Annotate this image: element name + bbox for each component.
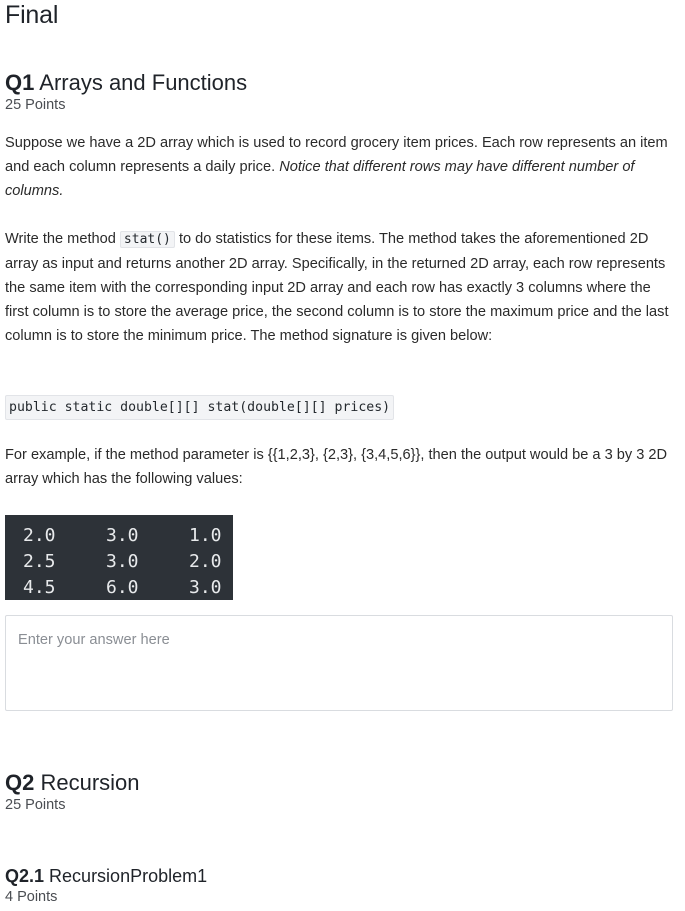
inline-code-method: stat() bbox=[120, 231, 175, 248]
output-cell: 2.0 bbox=[23, 525, 56, 546]
output-cell: 2.0 bbox=[189, 551, 222, 572]
question-description bbox=[5, 131, 677, 203]
output-cell: 3.0 bbox=[106, 525, 139, 546]
output-cell: 4.5 bbox=[23, 577, 56, 598]
output-cell: 6.0 bbox=[106, 577, 139, 598]
question-title: Arrays and Functions bbox=[39, 70, 248, 95]
answer-input-q1[interactable] bbox=[5, 615, 673, 711]
output-cell: 1.0 bbox=[189, 525, 222, 546]
subquestion-heading-q2-1 bbox=[5, 866, 207, 887]
question-number: Q1 bbox=[5, 70, 35, 95]
question-instructions bbox=[5, 227, 677, 348]
example-description: For example, if the method parameter is {{1,2,3}, {2,3}, {3,4,5,6}}, then the output would be a 3 by 3 2D array which has the following values: bbox=[5, 447, 668, 487]
instructions-text-rest: to do statistics for these items. The method takes the aforementioned 2D array as input and returns another 2D array. Specifically, in the returned 2D array, each row represents the same item with the corresponding input 2D array and each row has exactly 3 columns where the first column is to store the average price, the second column is to store the maximum price and the last column is to store the minimum price. The method signature is given below: bbox=[5, 231, 669, 344]
subquestion-number: Q2.1 bbox=[5, 866, 45, 886]
output-cell: 3.0 bbox=[106, 551, 139, 572]
question-points: 25 Points bbox=[5, 97, 66, 113]
description-text: Suppose we have a 2D array which is used to record grocery item prices. Each row represents an item and each column represents a daily price. bbox=[5, 135, 668, 175]
page-title: Final bbox=[5, 1, 59, 29]
question-heading-q2 bbox=[5, 770, 140, 796]
method-signature-code: public static double[][] stat(double[][] prices) bbox=[5, 395, 394, 420]
question-number: Q2 bbox=[5, 770, 35, 795]
example-output-code-block bbox=[5, 515, 233, 600]
output-cell: 3.0 bbox=[189, 577, 222, 598]
subquestion-title: RecursionProblem1 bbox=[49, 866, 208, 886]
question-points: 25 Points bbox=[5, 797, 66, 813]
question-heading-q1 bbox=[5, 70, 247, 96]
description-note: Notice that different rows may have different number of columns. bbox=[5, 159, 635, 199]
subquestion-points: 4 Points bbox=[5, 889, 58, 905]
question-title: Recursion bbox=[40, 770, 140, 795]
output-cell: 2.5 bbox=[23, 551, 56, 572]
instructions-text-start: Write the method bbox=[5, 231, 120, 247]
